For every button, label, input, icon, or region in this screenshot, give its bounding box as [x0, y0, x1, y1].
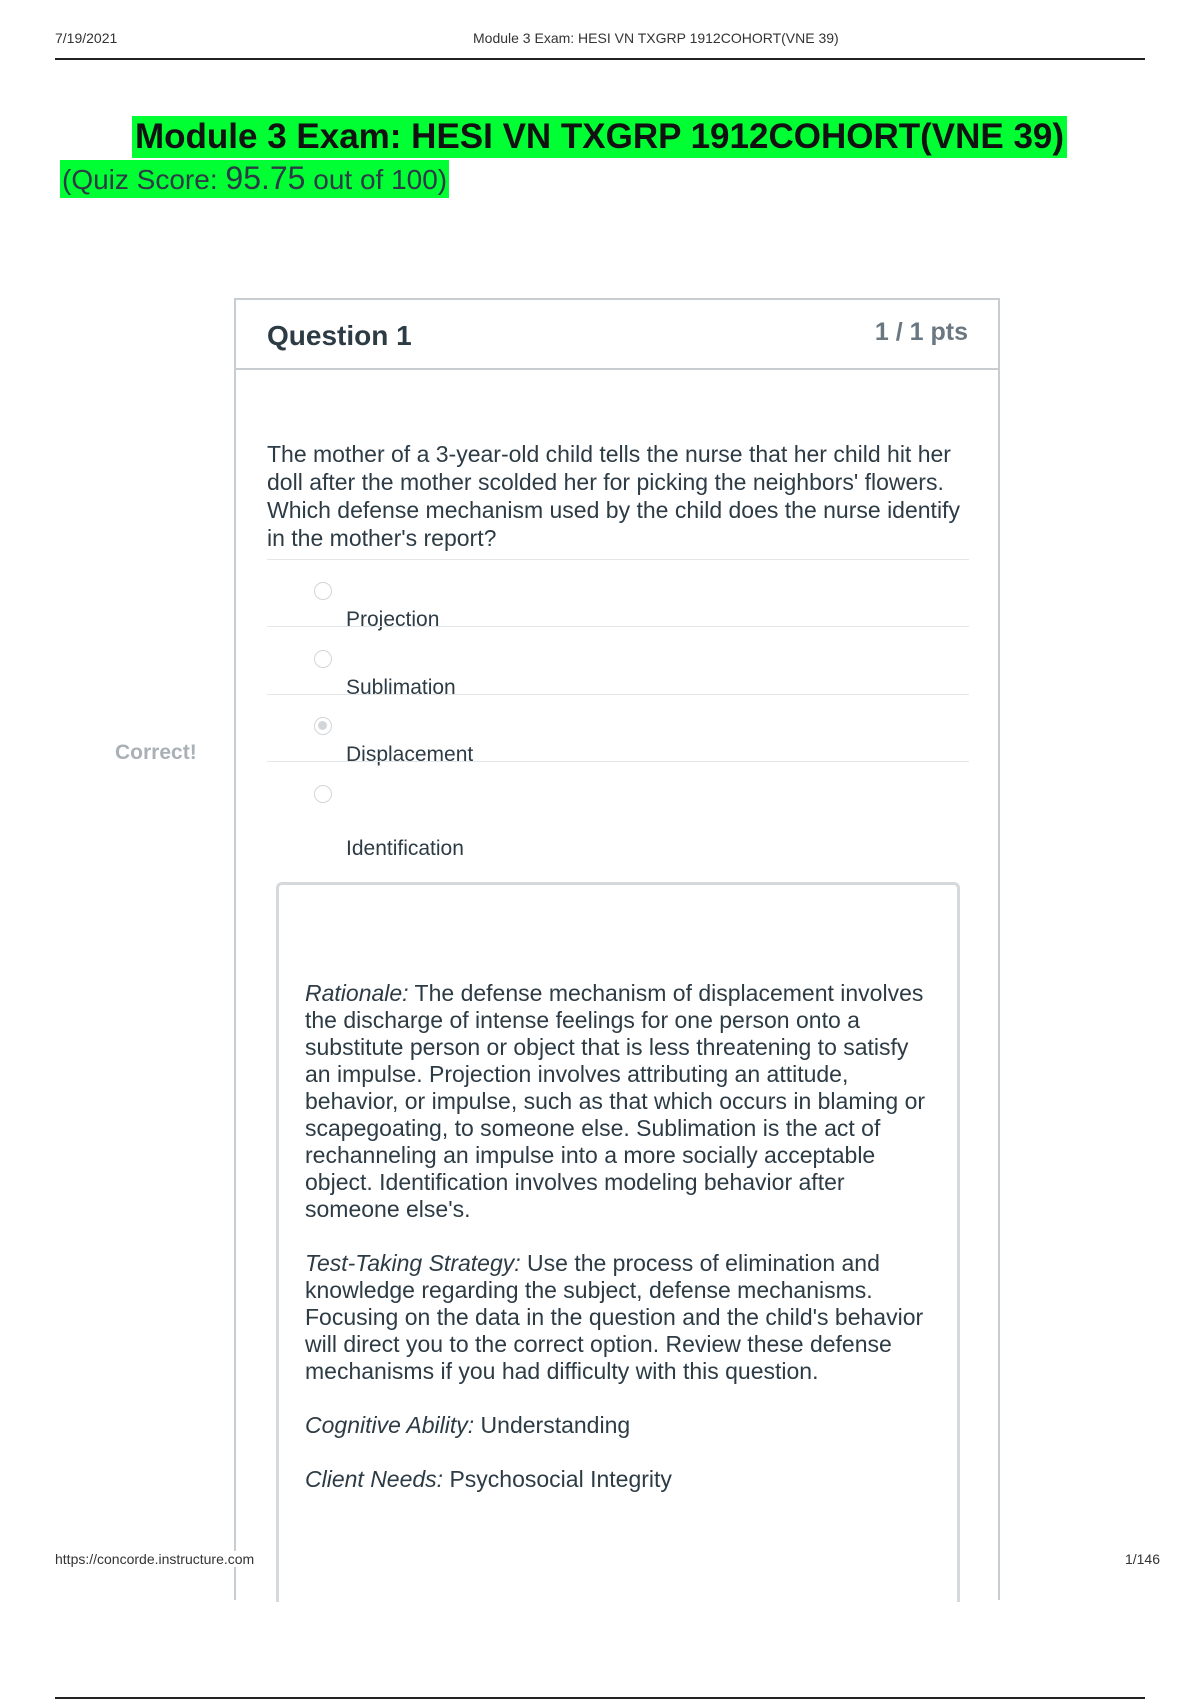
print-page-title: Module 3 Exam: HESI VN TXGRP 1912COHORT(VNE 39): [473, 30, 839, 46]
quiz-score-value: 95.75: [225, 160, 306, 196]
strategy-body: Use the process of elimination and knowledge regarding the subject, defense mechanisms. Focusing on the data in the question and the child's behavior will direct you to the correct option. Review these defense mechanisms if you had difficulty with this question.: [305, 1250, 924, 1384]
client-needs-label: Client Needs:: [305, 1466, 444, 1492]
cognitive-label: Cognitive Ability:: [305, 1412, 475, 1438]
rationale-box: [276, 882, 960, 1602]
exam-title: Module 3 Exam: HESI VN TXGRP 1912COHORT(VNE 39): [132, 116, 1067, 158]
question-title: Question 1: [267, 320, 412, 351]
bottom-divider: [55, 1697, 1145, 1699]
strategy-paragraph: [305, 1250, 940, 1385]
cognitive-body: Understanding: [474, 1412, 631, 1438]
print-header: [55, 30, 1145, 60]
strategy-label: Test-Taking Strategy:: [305, 1250, 521, 1276]
quiz-score: [60, 160, 449, 198]
answer-divider: [267, 694, 969, 695]
client-needs-body: Psychosocial Integrity: [443, 1466, 672, 1492]
rationale-body: The defense mechanism of displacement involves the discharge of intense feelings for one person onto a substitute person or object that is less threatening to satisfy an impulse. Projection involves attributing an attitude, behavior, or impulse, such as that which occurs in blaming or scapegoating, to someone else. Sublimation is the act of rechanneling an impulse into a more socially acceptable object. Identification involves modeling behavior after someone else's.: [305, 980, 926, 1222]
quiz-score-suffix: out of 100): [305, 164, 448, 195]
client-needs-paragraph: [305, 1466, 940, 1493]
print-date: 7/19/2021: [55, 30, 118, 46]
answer-label-identification[interactable]: Identification: [346, 837, 464, 860]
answer-label-sublimation[interactable]: Sublimation: [346, 676, 456, 699]
correct-answer-indicator: Correct!: [115, 741, 197, 764]
cognitive-paragraph: [305, 1412, 940, 1439]
print-footer-url[interactable]: https://concorde.instructure.com: [55, 1551, 255, 1567]
quiz-score-prefix: (Quiz Score:: [62, 164, 226, 195]
answer-divider: [267, 626, 969, 627]
rationale-content: [305, 980, 940, 1520]
answer-radio-projection[interactable]: [314, 582, 332, 600]
answer-radio-sublimation[interactable]: [314, 650, 332, 668]
answer-radio-identification[interactable]: [314, 785, 332, 803]
rationale-label: Rationale:: [305, 980, 409, 1006]
answer-label-displacement[interactable]: Displacement: [346, 743, 474, 766]
print-page-number: 1/146: [1124, 1551, 1160, 1567]
question-points: 1 / 1 pts: [874, 318, 968, 346]
question-text: The mother of a 3-year-old child tells the nurse that her child hit her doll after the mother scolded her for picking the neighbors' flowers. Which defense mechanism used by the child does the nurse identify in the mother's report?: [267, 441, 960, 551]
answer-radio-displacement[interactable]: [314, 717, 332, 735]
rationale-paragraph: [305, 980, 940, 1223]
question-header: [236, 300, 998, 370]
answer-divider: [267, 761, 969, 762]
answer-label-projection[interactable]: Projection: [346, 608, 440, 631]
question-divider: [267, 559, 969, 560]
